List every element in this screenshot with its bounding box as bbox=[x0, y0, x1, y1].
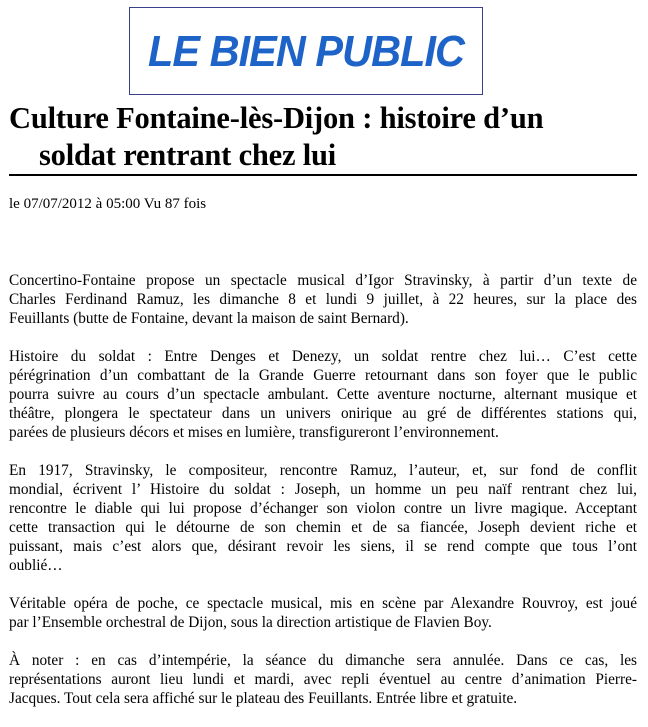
logo-text: LE BIEN PUBLIC bbox=[148, 27, 467, 76]
paragraph-line: puissant, mais c’est alors que, désirant revoir les siens, il se rend compte que tous l’ont bbox=[9, 538, 637, 555]
paragraph-line: mondial, écrivent l’ Histoire du soldat : Joseph, un homme un peu naïf rentrant chez lui, bbox=[9, 481, 637, 498]
paragraph-line: pourra suivre au cours d’un spectacle ambulant. Cette aventure nocturne, alternant musique et bbox=[9, 386, 637, 403]
paragraph-line: parées de plusieurs décors et mises en lumière, transfigureront l’environnement. bbox=[9, 424, 499, 441]
article-title-line-2: soldat rentrant chez lui bbox=[39, 138, 337, 172]
paragraph-line: Jacques. Tout cela sera affiché sur le plateau des Feuillants. Entrée libre et gratuite. bbox=[9, 690, 518, 707]
paragraph-line: représentations auront lieu lundi et mardi, avec repli éventuel au centre d’animation Pierre- bbox=[9, 671, 637, 688]
article-body bbox=[9, 271, 637, 727]
title-divider bbox=[9, 174, 637, 176]
article-title-line-1: Culture Fontaine-lès-Dijon : histoire d’un bbox=[9, 101, 544, 135]
paragraph-line: Feuillants (butte de Fontaine, devant la maison de saint Bernard). bbox=[9, 310, 409, 327]
paragraph-line: À noter : en cas d’intempérie, la séance du dimanche sera annulée. Dans ce cas, les bbox=[9, 652, 637, 669]
paragraph-line: rencontre le diable qui lui propose d’échanger son violon contre un livre magique. Acceptant bbox=[9, 500, 637, 517]
article-paragraph bbox=[9, 461, 637, 575]
article-paragraph bbox=[9, 594, 637, 632]
article-title bbox=[9, 100, 637, 174]
paragraph-line: cette transaction qui le détourne de son chemin et de sa fiancée, Joseph devient riche et bbox=[9, 519, 637, 536]
paragraph-line: En 1917, Stravinsky, le compositeur, rencontre Ramuz, l’auteur, et, sur fond de conflit bbox=[9, 462, 637, 479]
paragraph-line: Véritable opéra de poche, ce spectacle musical, mis en scène par Alexandre Rouvroy, est joué bbox=[9, 595, 637, 612]
paragraph-line: Charles Ferdinand Ramuz, les dimanche 8 et lundi 9 juillet, à 22 heures, sur la place des bbox=[9, 291, 637, 308]
article-paragraph bbox=[9, 651, 637, 708]
paragraph-line: Concertino-Fontaine propose un spectacle musical d’Igor Stravinsky, à partir d’un texte de bbox=[9, 272, 637, 289]
paragraph-line: par l’Ensemble orchestral de Dijon, sous la direction artistique de Flavien Boy. bbox=[9, 614, 492, 631]
paragraph-line: Histoire du soldat : Entre Denges et Denezy, un soldat rentre chez lui… C’est cette bbox=[9, 348, 637, 365]
paragraph-line: théâtre, plongera le spectateur dans un univers onirique au gré de différentes stations qui, bbox=[9, 405, 637, 422]
newspaper-logo bbox=[141, 19, 471, 83]
article-meta: le 07/07/2012 à 05:00 Vu 87 fois bbox=[9, 196, 207, 212]
article-paragraph bbox=[9, 347, 637, 442]
paragraph-line: pérégrination d’un combattant de la Grande Guerre retournant dans son foyer que le public bbox=[9, 367, 637, 384]
paragraph-line: oublié… bbox=[9, 557, 63, 574]
article-paragraph bbox=[9, 271, 637, 328]
masthead-logo-box bbox=[129, 7, 483, 95]
